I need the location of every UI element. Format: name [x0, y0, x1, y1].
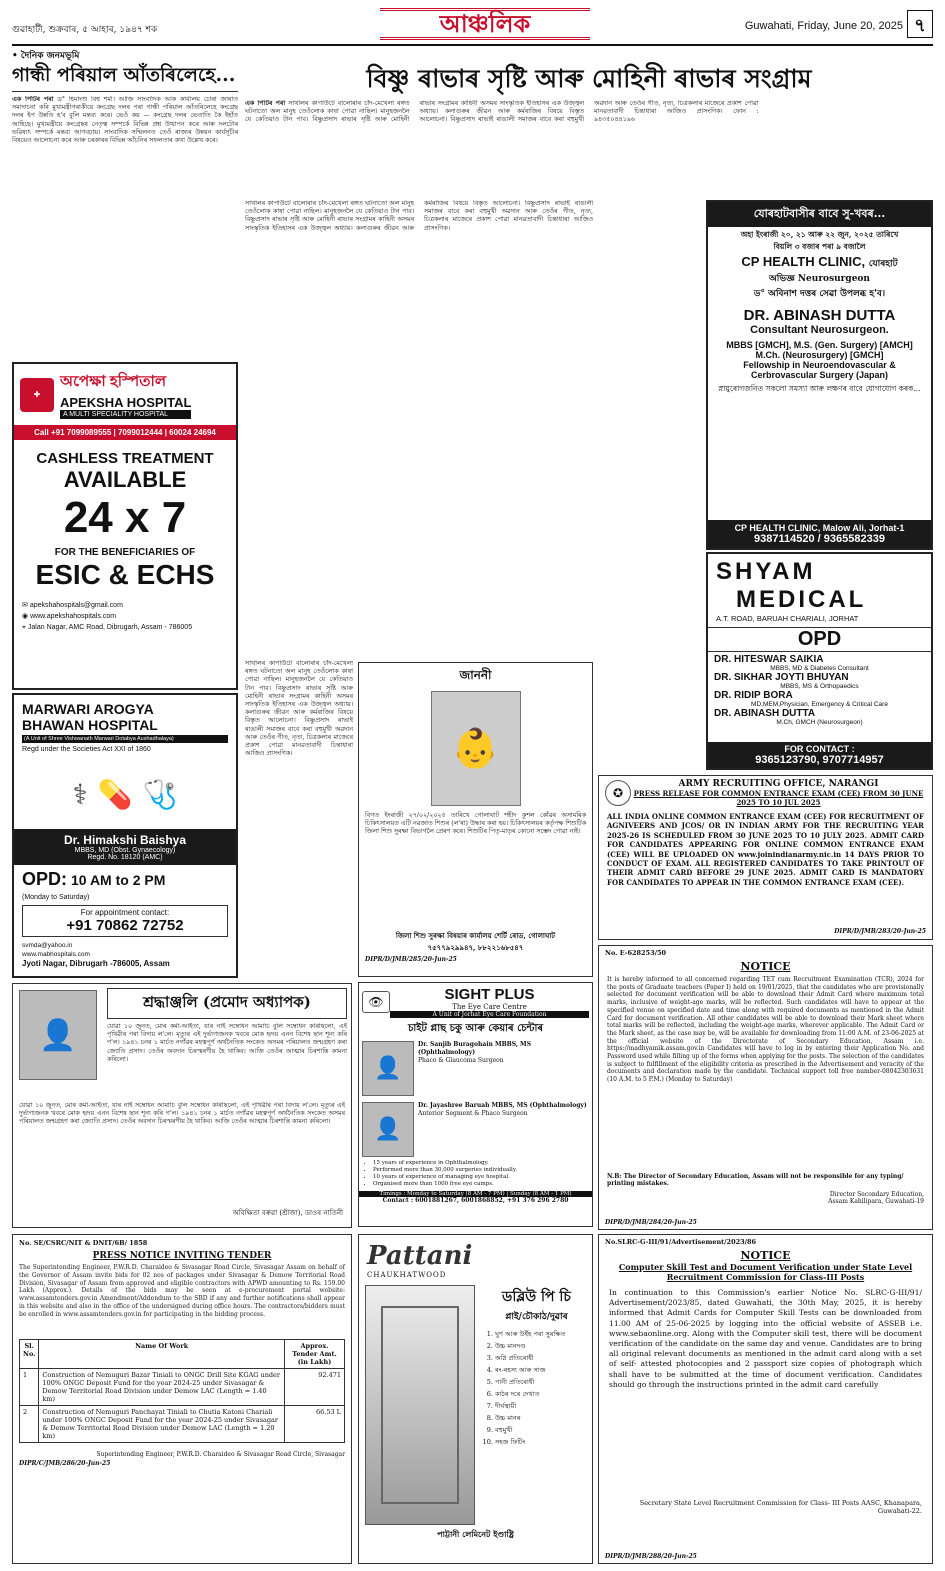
tender-table	[19, 1339, 345, 1443]
tribute-title: শ্ৰদ্ধাঞ্জলি (প্ৰমোদ অধ্যাপক)	[107, 988, 347, 1019]
list-item: • 10 years of experience of managing eye hospital.	[373, 1174, 592, 1181]
left-article-byline: এক পিটিৰ পৰা	[12, 96, 54, 103]
table-cell: Construction of Nemuguri Panchayat Tiniali to Chutia Katoni Chariali under 100% ONGC Deposit Fund for the year 2024-25 under Sivasagar & Demow Territorial Road Division under Demow LAC (Length = 1.20 km)	[39, 1406, 285, 1443]
list-item: 6. কাঠৰ দৰে দেখাত	[495, 1388, 592, 1400]
health-footer: CP HEALTH CLINIC, Malow Ali, Jorhat-1	[734, 523, 905, 533]
stethoscope-icon: 🩺	[142, 777, 178, 811]
army-body: ALL INDIA ONLINE COMMON ENTRANCE EXAM (CEE) FOR RECRUITMENT OF AGNIVEERS AND JCOS/ OR IN INDIAN ARMY FOR THE RECRUITING YEAR 2025-26 IS SCHEDULED FROM 30 JUNE 2025 TO 10 JULY 2025. ADMIT CARD FOR CANDIDATES APPEARING FOR ONLINE COMMON ENTRANCE EXAM (CEE) WILL BE UPLOADED ON www.joinindianarmy.nic.in 14 DAYS PRIOR TO CONDUCT OF EXAM. ALL REGISTERED CANDIDATES TO TAKE PRINTOUT OF THEIR ADMIT CARD BEFORE 29 JUNE 2025. ADMIT CARD IS MANDATORY FOR CANDIDATES TO APPEAR IN THE COMMON ENTRANCE EXAM (CEE).	[607, 812, 924, 887]
janani-notice	[358, 662, 593, 977]
shyam-doctor-4: DR. ABINASH DUTTA	[714, 708, 816, 719]
tender-dipr: DIPR/C/JMB/286/20-Jun-25	[19, 1460, 111, 1467]
main-article-col-narrow	[245, 660, 353, 1000]
emblem-icon: ✪	[605, 780, 631, 806]
table-row	[20, 1369, 345, 1406]
caduceus-icon: ⚕	[72, 777, 88, 811]
slrc-notice	[598, 1234, 933, 1564]
list-item: • Performed more than 30,000 surgeries individually.	[373, 1167, 592, 1174]
health-place: যোৰহাট	[868, 258, 898, 268]
notice1-title: NOTICE	[740, 960, 791, 973]
table-cell: 2	[20, 1406, 39, 1443]
pattani-footer: পাট্টানী লেমিনেট ইণ্ডাষ্ট্ৰি	[437, 1529, 514, 1539]
shyam-opd: OPD	[708, 627, 931, 652]
doctor-1-role: Phaco & Glaucoma Surgeon	[418, 1057, 504, 1064]
apeksha-phone: Call +91 7099089555 | 7099012444 | 60024 24694	[14, 425, 236, 440]
shyam-phones: 9365123790, 9707714957	[755, 754, 884, 766]
marwari-name-2: BHAWAN HOSPITAL	[22, 717, 158, 733]
list-item: 10. সহজ ফিটিং	[495, 1436, 592, 1448]
sight-plus-unit: A Unit of Jorhat Eye Care Foundation	[390, 1011, 589, 1018]
army-sub: PRESS RELEASE FOR COMMON ENTRANCE EXAM (CEE) FROM 30 JUNE 2025 TO 10 JUL 2025	[633, 789, 924, 807]
notice1-body: It is hereby informed to all concerned regarding TET cum Recruitment Examination (TCR), 2024 for the posts of Graduate teachers (Paper I) held on 19/01/2025, that the candidates who are provisionally selected for document verification will be able to download their Admit Card where maximum total marks, inclusive of weight-age marks, will be reflected. Such candidates will have to appear at the specified venue on specified date and time along with required documents as mentioned in the Admit Card for document verification. All other candidates will be able to download their Mark sheet where total marks will be reflected, including the weight-age marks, wherever applicable. The Admit Card or the Mark sheet, as the case may be, will be available for downloading from 11:00 A.M. of 23-06-2025 at the official website of the Directorate of Secondary Education, Assam i.e. https://madhyamik.assam.gov.in Candidates will have to log in by entering their Application No. and Password used while filling up of the forms when applying for the posts. The selection of the candidates is subject to fulfillment of the eligibility criteria as prescribed in the Advertisement and veracity of the documents and declaration made by the candidate. Technical support toll free number-08042303631 (10 A.M. to 5 P.M.) (Monday to Saturday)	[607, 976, 924, 1084]
apeksha-email-text: apekshahospitals@gmail.com	[29, 602, 123, 609]
health-time: বিয়লি ৩ বজাৰ পৰা ৯ বজালৈ	[773, 242, 866, 251]
pattani-bengali: ডব্লিউ পি চি	[502, 1289, 571, 1305]
health-note: স্নায়ুৰোগজনিত সকলো সমস্যা আৰু লক্ষণৰ বাবে যোগাযোগ কৰক...	[718, 384, 921, 393]
main-article-text: সাথালৰ কাপাউটে বালোৰাৰ চাঁদ-মেখেলা ৰঙ্গত ঘটনাতো অল মানুহ তেওঁলোক কাষা পোৱা নাছিল। মানুহজনলৈ যে কেতিয়াও টান পাব। বিষ্ণুপ্ৰসাদ ৰাভাৰ সৃষ্টি আৰু মোহিনী ৰাভাৰ সংগ্ৰামৰ কাহিনী অসমৰ সাংস্কৃতিক ইতিহাসৰ এক উজ্জ্বল অধ্যায়। কলাগুৰুৰ জীৱন আৰু কৰ্মৰাজিৰ বিষয়ে বিস্তৃত আলোচনা। বিষ্ণুপ্ৰসাদ ৰাভাই ৰাঙালী সমাজৰ বাবে কৰা বহুমুখী অৱদান আৰু তেওঁৰ গীত, নৃত্য, চিত্ৰকলাৰ মাজেৰে প্ৰকাশ পোৱা মানৱতাবাদী চিন্তাধাৰা আজিও প্ৰাসংগিক।	[245, 100, 759, 124]
shyam-name-2: MEDICAL	[736, 586, 867, 613]
table-cell: Construction of Nemuguri Bazar Tiniali to ONGC Drill Site KGAG under 100% ONGC Deposit Fund for the year 2024-25 under Sivasagar & Demow Territorial Road Division under Demow LAC (Length = 1.40 km)	[39, 1369, 285, 1406]
list-item: 9. বহুমুখী	[495, 1424, 592, 1436]
shyam-doctor-1-deg: MBBS, MD & Diabetes Consultant	[770, 665, 869, 672]
doctor-photo-1: 👤	[362, 1041, 414, 1096]
notice2-ref: No.SLRC-G-III/91/Advertisement/2023/86	[605, 1238, 757, 1246]
main-article-phone: ফোন : ৯৪৩৫০৪৪১৯৬	[594, 108, 759, 124]
tribute-notice	[12, 983, 352, 1228]
masthead-date-assamese: গুৱাহাটী, শুক্ৰবাৰ, ৫ আহাৰ, ১৯৪৭ শক	[12, 25, 158, 35]
table-row	[20, 1406, 345, 1443]
marwari-address: Jyoti Nagar, Dibrugarh -786005, Assam	[22, 959, 170, 968]
list-item: 8. উচ্চ মানৰ	[495, 1412, 592, 1424]
left-article	[12, 62, 238, 358]
sight-plus-points	[359, 1160, 592, 1188]
tribute-signature: অবিক্ষিতা বৰুৱা (শ্ৰীজা), ডাওৰ নাতিনী	[232, 1209, 343, 1217]
apeksha-web: ◉ www.apekshahospitals.com	[22, 613, 117, 620]
health-bn: অভিজ্ঞ Neurosurgeon	[769, 274, 870, 284]
hospital-logo-icon: ✚	[20, 378, 54, 412]
health-dates: অহা ইংৰাজী ২০, ২১ আৰু ২২ জুন, ২০২৫ তাৰিখে	[740, 230, 899, 239]
shyam-doctor-4-deg: M.Ch, GMCH (Neurosurgeon)	[776, 719, 863, 726]
main-headline: বিষ্ণু ৰাভাৰ সৃষ্টি আৰু মোহিনী ৰাভাৰ সংগ্ৰাম	[366, 64, 812, 93]
notice2-dipr: DIPR/D/JMB/288/20-Jun-25	[605, 1553, 697, 1560]
notice1-dipr: DIPR/D/JMB/284/20-Jun-25	[605, 1219, 697, 1226]
health-bn2: ড° অবিনাশ দত্তৰ সেৱা উপলব্ধ হ'ব।	[753, 289, 886, 299]
shyam-doctor-3-deg: MD,MEM,Physician, Emergency & Critical Care	[751, 701, 888, 708]
page-number: ৭	[907, 10, 933, 38]
cp-health-clinic-ad	[706, 200, 933, 550]
notice1-nb: N.B: The Director of Secondary Education, Assam will not be responsible for any typing/ printing mistakes.	[607, 1173, 904, 1187]
apeksha-hospital-ad	[12, 362, 238, 690]
marwari-regno: Regd. No. 18120 (AMC)	[87, 854, 163, 861]
army-title: ARMY RECRUITING OFFICE, NARANGI	[678, 779, 879, 789]
apeksha-address-text: Jalan Nagar, AMC Road, Dibrugarh, Assam - 786005	[27, 624, 193, 631]
doctor-2-role: Anterior Segment & Phaco Surgeon	[418, 1110, 528, 1117]
shyam-contact-label: FOR CONTACT :	[784, 744, 855, 754]
sight-plus-bengali: চাইট প্লাছ চকু আৰু কেয়াৰ চেন্টাৰ	[407, 1023, 544, 1034]
list-item: 1. ঘুণ আৰু উইঁহ পৰা সুৰক্ষিত	[495, 1328, 592, 1340]
hours-text: 24 x 7	[63, 493, 187, 542]
army-dipr: DIPR/D/JMB/283/20-Jun-25	[834, 928, 926, 935]
table-cell: 66.53 L	[285, 1406, 345, 1443]
list-item: • 15 years of experience in Ophthalmology.	[373, 1160, 592, 1167]
opd-days: (Monday to Saturday)	[22, 894, 90, 901]
tender-notice	[12, 1234, 352, 1564]
pattani-tag: CHAUKHATWOOD	[367, 1271, 447, 1279]
sight-plus-name: SIGHT PLUS	[444, 986, 535, 1003]
tender-title: PRESS NOTICE INVITING TENDER	[92, 1251, 272, 1261]
left-article-text: ড° হিমাংশু বিশ্ব শৰ্মা। আজি সাংবাদিক আক কাৰ্যালয় চোৰা জাৰাত সমাদাচনা কৰি মুখ্যমন্ত্ৰীগৰাকীয়ে কংগ্ৰেছ দলৰ পৰা গান্ধী পৰিয়াল আঁতৰিলেহে কংগ্ৰেছ দলৰ ইপ উন্নতি হ'ব বুলি মন্তব্য কৰে। ভেওঁ কয় — কংগ্ৰেছ দলৰ ভেতাতি কৈ ইহাঁত আহিছে। মুখ্যমন্ত্ৰীয়ে কংগ্ৰেছৰ নেতৃত্ব সম্পৰ্কে বিভিন্ন প্ৰশ্ন উত্থাপন কৰে আৰু দলটোৰ ভৱিষ্যৎ সম্পৰ্কে মন্তব্য আগবঢ়ায়। সাংবাদিক সন্মিলনত তেওঁ ৰাজ্যৰ উন্নয়ন কাৰ্যসূচীৰ বিষয়েও আলোচনা কৰে আৰু চৰকাৰৰ বিভিন্ন আঁচনিৰ সফলতাৰ কথা উল্লেখ কৰে।	[12, 96, 238, 145]
army-notice	[598, 775, 933, 940]
notice2-sub: Computer Skill Test and Document Verification under State Level Recruitment Commission for Class-III Posts	[618, 1262, 913, 1282]
notice1-sign: Director Secondary Education, Assam Kahilipara, Guwahati-19	[828, 1191, 924, 1205]
appointment-phone: +91 70862 72752	[66, 917, 184, 934]
janani-phone: ৭৫৭৭৯২৯৯৪৭, ৮৮২২১৬৮৫৪৭	[427, 943, 524, 952]
portrait-image: 👤	[19, 990, 97, 1080]
apeksha-name: APEKSHA HOSPITAL	[60, 395, 192, 410]
health-role: Consultant Neurosurgeon.	[750, 324, 889, 336]
shyam-name-1: SHYAM	[716, 558, 816, 585]
shyam-doctor-3: DR. RIDIP BORA	[714, 690, 793, 701]
door-image	[365, 1285, 475, 1525]
marwari-reg: Regd under the Societies Act XXI of 1860	[22, 746, 151, 753]
marwari-hospital-ad	[12, 693, 238, 978]
table-cell: 1	[20, 1369, 39, 1406]
health-degree: MBBS [GMCH], M.S. (Gen. Surgery) [AMCH]	[726, 340, 913, 350]
pattani-features	[481, 1328, 592, 1448]
main-article-byline: এক পিটিৰ পৰা	[245, 100, 286, 107]
health-doctor: DR. ABINASH DUTTA	[743, 307, 896, 324]
doctor-1-name: Dr. Sanjib Buragohain MBBS, MS (Ophthalmology)	[418, 1041, 532, 1056]
masthead	[12, 8, 933, 46]
sight-plus-contact: Contact : 6001881267, 6001868852, +91 376 296 2780	[382, 1197, 569, 1204]
doctor-2-name: Dr. Jayashree Baruah MBBS, MS (Ophthalmology)	[418, 1102, 587, 1109]
janani-sign: জিলা শিশু সুৰক্ষা বিষয়াৰ কাৰ্যালয় শেৰ্টি ৰোড, গোলাঘাট	[395, 931, 556, 940]
notice2-title: NOTICE	[740, 1249, 791, 1262]
table-cell: 92.471	[285, 1369, 345, 1406]
appointment-label: For appointment contact:	[80, 908, 170, 917]
shyam-doctor-1: DR. HITESWAR SAIKIA	[714, 654, 824, 665]
health-banner: যোৰহাটবাসীৰ বাবে সু-খবৰ...	[708, 202, 931, 227]
main-article-body	[245, 100, 933, 195]
apeksha-email: ✉ apekshahospitals@gmail.com	[22, 602, 123, 609]
tender-ref: No. SE/CSRC/NIT & DNIT/6B/ 1858	[19, 1239, 148, 1247]
apeksha-address: ⌖ Jalan Nagar, AMC Road, Dibrugarh, Assam - 786005	[22, 624, 193, 631]
tender-signature: Superintending Engineer, P.W.R.D. Charaideo & Sivasagar Road Circle, Sivasagar	[96, 1451, 345, 1458]
available-text: AVAILABLE	[63, 467, 187, 492]
sight-plus-ad	[358, 982, 593, 1227]
list-item: • Organised more than 1000 free eye camps.	[373, 1181, 592, 1188]
list-item: 3. অগ্নি প্ৰতিৰোধী	[495, 1352, 592, 1364]
list-item: 4. ৰং-ৰহস্য আৰু সাজ	[495, 1364, 592, 1376]
notice2-sign: Secretary State Level Recruitment Commission for Class- III Posts AASC, Khanapara, Guwahati-22.	[639, 1499, 922, 1515]
left-article-headline: গান্ধী পৰিয়াল আঁতৰিলেহে...	[12, 62, 238, 92]
opd-time: 10 AM to 2 PM	[71, 872, 166, 888]
tender-col-sl: Sl. No.	[20, 1340, 39, 1369]
esic-echs-text: ESIC & ECHS	[35, 559, 215, 590]
apeksha-web-text: www.apekshahospitals.com	[30, 613, 117, 620]
tender-body: The Superintending Engineer, P.W.R.D. Charaideo & Sivasagar Road Circle, Sivasagar Assam on behalf of the Governor of Assam invite bids for 02 nos of packages under Sivasagar & Demow Territorial Road Division, Sivasagar of Assam from approved and eligible contractors with APWD amounting to Rs. 159.00 Lakh (Approx.). Details of the bids may be seen at e-procurement portal website: www.assamtenders.gov.in Amendment/Addendum to the SBD if any and further notifications shall appear in this website and also in the office of the undersigned during office hours. The contractors/bidders must be enrolled in www.assamtenders.gov.in for participating in the bidding process.	[19, 1264, 345, 1318]
tender-col-amt: Approx. Tender Amt. (in Lakh)	[285, 1340, 345, 1369]
sight-plus-timing: Timings : Monday to Saturday (8 AM - 7 PM) | Sunday (8 AM - 1 PM)	[359, 1191, 592, 1197]
notice2-body: In continuation to this Commission's earlier Notice No. SLRC-G-III/91/ Advertisement/2023/85, dated Guwahati, the 30th May, 2025, it is hereby informed that Admit Cards for Computer Skill Tests can be downloaded from 11.00 AM of 25-06-2025 by logging into the official website of ASSEB i.e. www.sebaonline.org. Along with the Computer skill test, there will be document verification of the candidate on the same day and venue. Candidates are to bring all original relevant documents as mentioned in the admit card along with a set of self- attested photocopies and 2 passport size copies of photograph which shall have to be submitted at the time of document verification. Candidates should go through the instructions printed in the admit card carefully	[609, 1288, 922, 1389]
health-phones: 9387114520 / 9365582339	[754, 533, 885, 545]
masthead-date-english: Guwahati, Friday, June 20, 2025	[744, 20, 903, 32]
list-item: 7. দীৰ্ঘস্থায়ী	[495, 1400, 592, 1412]
marwari-email: svmda@yahoo.in	[22, 942, 73, 949]
pills-icon: 💊	[97, 777, 133, 811]
sight-plus-sub: The Eye Care Centre	[452, 1003, 527, 1011]
main-article-continued	[245, 200, 593, 655]
shyam-doctor-2-deg: MBBS, MS & Orthopaedics	[780, 683, 859, 690]
janani-dipr: DIPR/D/JMB/285/20-Jun-25	[365, 956, 457, 963]
tender-col-name: Name Of Work	[39, 1340, 285, 1369]
marwari-sub: (A Unit of Shree Vishwanath Marwari Dotabya Aushadhalaya)	[22, 735, 228, 743]
marwari-name-1: MARWARI AROGYA	[22, 701, 154, 717]
janani-body: বিগত ইংৰাজী ২৭/০২/২০২৫ তাৰিখে গোলাঘাট শহীদ কুশল কোঁৱৰ অসামৰিক চিকিৎসালয়ত এটি নৱজাত শিশুৰ (ল'ৰা) উদ্ধাৰ কৰা হয়। চিকিৎসালয়ৰ কৰ্তৃপক্ষ শিশুটিক জিলা শিশু সুৰক্ষা বিভাগলৈ প্ৰেৰণ কৰে। শিশুটিৰ পিতৃ-মাতৃৰ কোনো সম্ভেদ পোৱা নাই।	[365, 812, 586, 836]
beneficiaries-text: FOR THE BENEFICIARIES OF	[54, 547, 196, 558]
tribute-body-top: যোৱা ১০ জুনত, মোৰ কৰ্মা-আইতা, যাৰ নাই সম্বোধন আমাচি বুলি সম্বোধন কৰিছিলো, এই পৃথিৱীৰ পৰা বিদায় ল'লে। মৃত্যুৰ এই দুৰ্ভাগ্যজনক খবৰে মোক হৃদয় এনন বিশেষ ছান শূন্য কৰি গ'ল। ১৯৪১ চনৰ ১ মাৰ্চত নগাঁৱৰ মহত্বপূৰ্ণ অৰ্থনৈতিক সংকেত অসমৰ পৰিয়ালত জন্মগ্ৰহণ কৰা জ্যোতি প্ৰসাদ। তেওঁৰ অবদান চিৰস্মৰণীয় হৈ থাকিব। আজি তেওঁৰ আত্মাৰ চিৰশান্তি কামনা কৰিলো।	[107, 1023, 347, 1063]
newspaper-title: আঞ্চলিক	[380, 8, 590, 40]
shyam-address: A.T. ROAD, BARUAH CHARIALI, JORHAT	[716, 614, 859, 623]
shyam-doctor-2: DR. SIKHAR JOYTI BHUYAN	[714, 672, 849, 683]
main-article-text-continued: সাথালৰ কাপাউটে বালোৰাৰ চাঁদ-মেখেলা ৰঙ্গত ঘটনাতো অল মানুহ তেওঁলোক কাষা পোৱা নাছিল। মানুহজনলৈ যে কেতিয়াও টান পাব। বিষ্ণুপ্ৰসাদ ৰাভাৰ সৃষ্টি আৰু মোহিনী ৰাভাৰ সংগ্ৰামৰ কাহিনী অসমৰ সাংস্কৃতিক ইতিহাসৰ এক উজ্জ্বল অধ্যায়। কলাগুৰুৰ জীৱন আৰু কৰ্মৰাজিৰ বিষয়ে বিস্তৃত আলোচনা। বিষ্ণুপ্ৰসাদ ৰাভাই ৰাঙালী সমাজৰ বাবে কৰা বহুমুখী অৱদান আৰু তেওঁৰ গীত, নৃত্য, চিত্ৰকলাৰ মাজেৰে প্ৰকাশ পোৱা মানৱতাবাদী চিন্তাধাৰা আজিও প্ৰাসংগিক।	[245, 200, 593, 232]
health-fellowship: Fellowship in Neuroendovascular & Cerbrovascular Surgery (Japan)	[743, 360, 896, 380]
doctor-photo-2: 👤	[362, 1102, 414, 1157]
section-label: • দৈনিক জনমভূমি	[12, 51, 80, 61]
apeksha-subtitle: A MULTI SPECIALITY HOSPITAL	[60, 410, 191, 419]
left-article-body	[12, 96, 238, 358]
notice1-ref: No. E-628253/50	[605, 949, 667, 957]
pattani-ad	[358, 1234, 593, 1564]
secondary-education-notice	[598, 945, 933, 1230]
marwari-degree: MBBS, MD (Obst. Gynaecology)	[74, 847, 176, 854]
infant-photo: 👶	[431, 691, 521, 806]
shyam-medical-ad	[706, 552, 933, 770]
main-article-text-narrow: সাথালৰ কাপাউটে বালোৰাৰ চাঁদ-মেখেলা ৰঙ্গত ঘটনাতো অল মানুহ তেওঁলোক কাষা পোৱা নাছিল। মানুহজনলৈ যে কেতিয়াও টান পাব। বিষ্ণুপ্ৰসাদ ৰাভাৰ সৃষ্টি আৰু মোহিনী ৰাভাৰ সংগ্ৰামৰ কাহিনী অসমৰ সাংস্কৃতিক ইতিহাসৰ এক উজ্জ্বল অধ্যায়। কলাগুৰুৰ জীৱন আৰু কৰ্মৰাজিৰ বিষয়ে বিস্তৃত আলোচনা। বিষ্ণুপ্ৰসাদ ৰাভাই ৰাঙালী সমাজৰ বাবে কৰা বহুমুখী অৱদান আৰু তেওঁৰ গীত, নৃত্য, চিত্ৰকলাৰ মাজেৰে প্ৰকাশ পোৱা মানৱতাবাদী চিন্তাধাৰা আজিও প্ৰাসংগিক।	[245, 660, 353, 758]
health-clinic-name: CP HEALTH CLINIC,	[741, 254, 866, 269]
health-degree-2: M.Ch. (Neurosurgery) [GMCH]	[755, 350, 884, 360]
janani-title: জাননী	[459, 668, 492, 682]
apeksha-bengali-name: অপেক্ষা হস্পিতাল	[60, 373, 167, 390]
list-item: 2. উচ্চ মানদণ্ড	[495, 1340, 592, 1352]
cashless-text: CASHLESS TREATMENT	[36, 450, 214, 467]
tribute-body: যোৱা ১০ জুনত, মোৰ কৰ্মা-আইতা, যাৰ নাই সম্বোধন আমাচি বুলি সম্বোধন কৰিছিলো, এই পৃথিৱীৰ পৰা বিদায় ল'লে। মৃত্যুৰ এই দুৰ্ভাগ্যজনক খবৰে মোক হৃদয় এনন বিশেষ ছান শূন্য কৰি গ'ল। ১৯৪১ চনৰ ১ মাৰ্চত নগাঁৱৰ মহত্বপূৰ্ণ অৰ্থনৈতিক সংকেত অসমৰ পৰিয়ালত জন্মগ্ৰহণ কৰা জ্যোতি প্ৰসাদ। তেওঁৰ অবদান চিৰস্মৰণীয় হৈ থাকিব। আজি তেওঁৰ আত্মাৰ চিৰশান্তি কামনা কৰিলো।	[19, 1102, 345, 1126]
list-item: 5. পানী প্ৰতিৰোধী	[495, 1376, 592, 1388]
pattani-logo: Pattani	[367, 1241, 473, 1271]
eye-icon: 👁	[362, 991, 390, 1013]
pattani-sub: প্লাই/চৌকাঠ/দুৱাৰ	[505, 1312, 568, 1322]
marwari-web: www.mabhospitals.com	[22, 951, 90, 958]
marwari-doctor: Dr. Himakshi Baishya	[63, 833, 187, 847]
opd-label: OPD:	[22, 869, 67, 889]
